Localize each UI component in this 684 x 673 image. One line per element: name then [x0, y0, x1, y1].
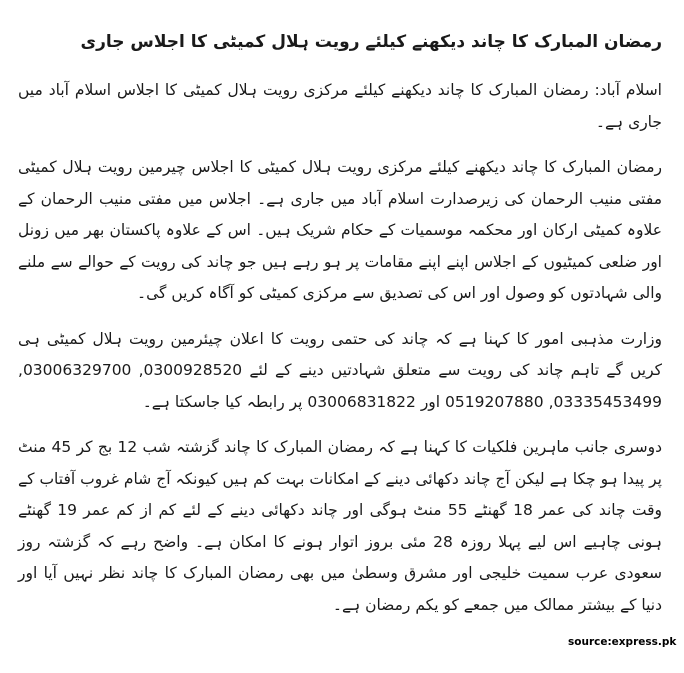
source-credit: source:express.pk: [568, 636, 677, 648]
article-title: رمضان المبارک کا چاند دیکھنے کیلئے رویت ہلال کمیٹی کا اجلاس جاری: [80, 32, 662, 52]
news-article: [18, 0, 662, 621]
article-paragraph-dateline: اسلام آباد: رمضان المبارک کا چاند دیکھنے کیلئے مرکزی رویت ہلال کمیٹی کا اجلاس اسلام آباد میں جاری ہے۔: [18, 81, 662, 131]
article-paragraph-meeting: رمضان المبارک کا چاند دیکھنے کیلئے مرکزی رویت ہلال کمیٹی کا اجلاس چیرمین رویت ہلال کمیٹی مفتی منیب الرحمان کی زیرصدارت اسلام آباد میں جاری ہے۔ اجلاس میں مفتی منیب الرحمان کے علاوہ کمیٹی ارکان اور محکمہ موسمیات کے حکام شریک ہیں۔ اس کے علاوہ پاکستان بھر میں زونل اور ضلعی کمیٹیوں کے اجلاس اپنے اپنے مقامات پر ہو رہے ہیں جو چاند کی رویت کے حوالے سے ملنے والی شہادتوں کو وصول اور اس کی تصدیق سے مرکزی کمیٹی کو آگاہ کریں گی۔: [18, 158, 662, 302]
article-paragraph-astronomers: دوسری جانب ماہرین فلکیات کا کہنا ہے کہ رمضان المبارک کا چاند گزشتہ شب 12 بج کر 45 منٹ پر پیدا ہو چکا ہے لیکن آج چاند دکھائی دینے کے امکانات بہت کم ہیں کیونکہ آج شام غروب آفتاب کے وقت چاند کی عمر 18 گھنٹے 55 منٹ ہوگی اور چاند دکھائی دینے کے لئے کم از کم عمر 19 گھنٹے ہونی چاہیے اس لیے پہلا روزہ 28 مئی بروز اتوار ہونے کا امکان ہے۔ واضح رہے کہ گزشتہ روز سعودی عرب سمیت خلیجی اور مشرق وسطیٰ میں بھی رمضان المبارک کا چاند نظر نہیں آیا اور دنیا کے بیشتر ممالک میں جمعے کو یکم رمضان ہے۔: [18, 438, 662, 614]
article-paragraph-contact-numbers: وزارت مذہبی امور کا کہنا ہے کہ چاند کی حتمی رویت کا اعلان چیئرمین رویت ہلال کمیٹی ہی کریں گے تاہم چاند کی رویت سے متعلق شہادتیں دینے کے لئے 0300928520, 03006329700, 03335453499, 0519207880 اور 03006831822 پر رابطہ کیا جاسکتا ہے۔: [18, 329, 662, 411]
